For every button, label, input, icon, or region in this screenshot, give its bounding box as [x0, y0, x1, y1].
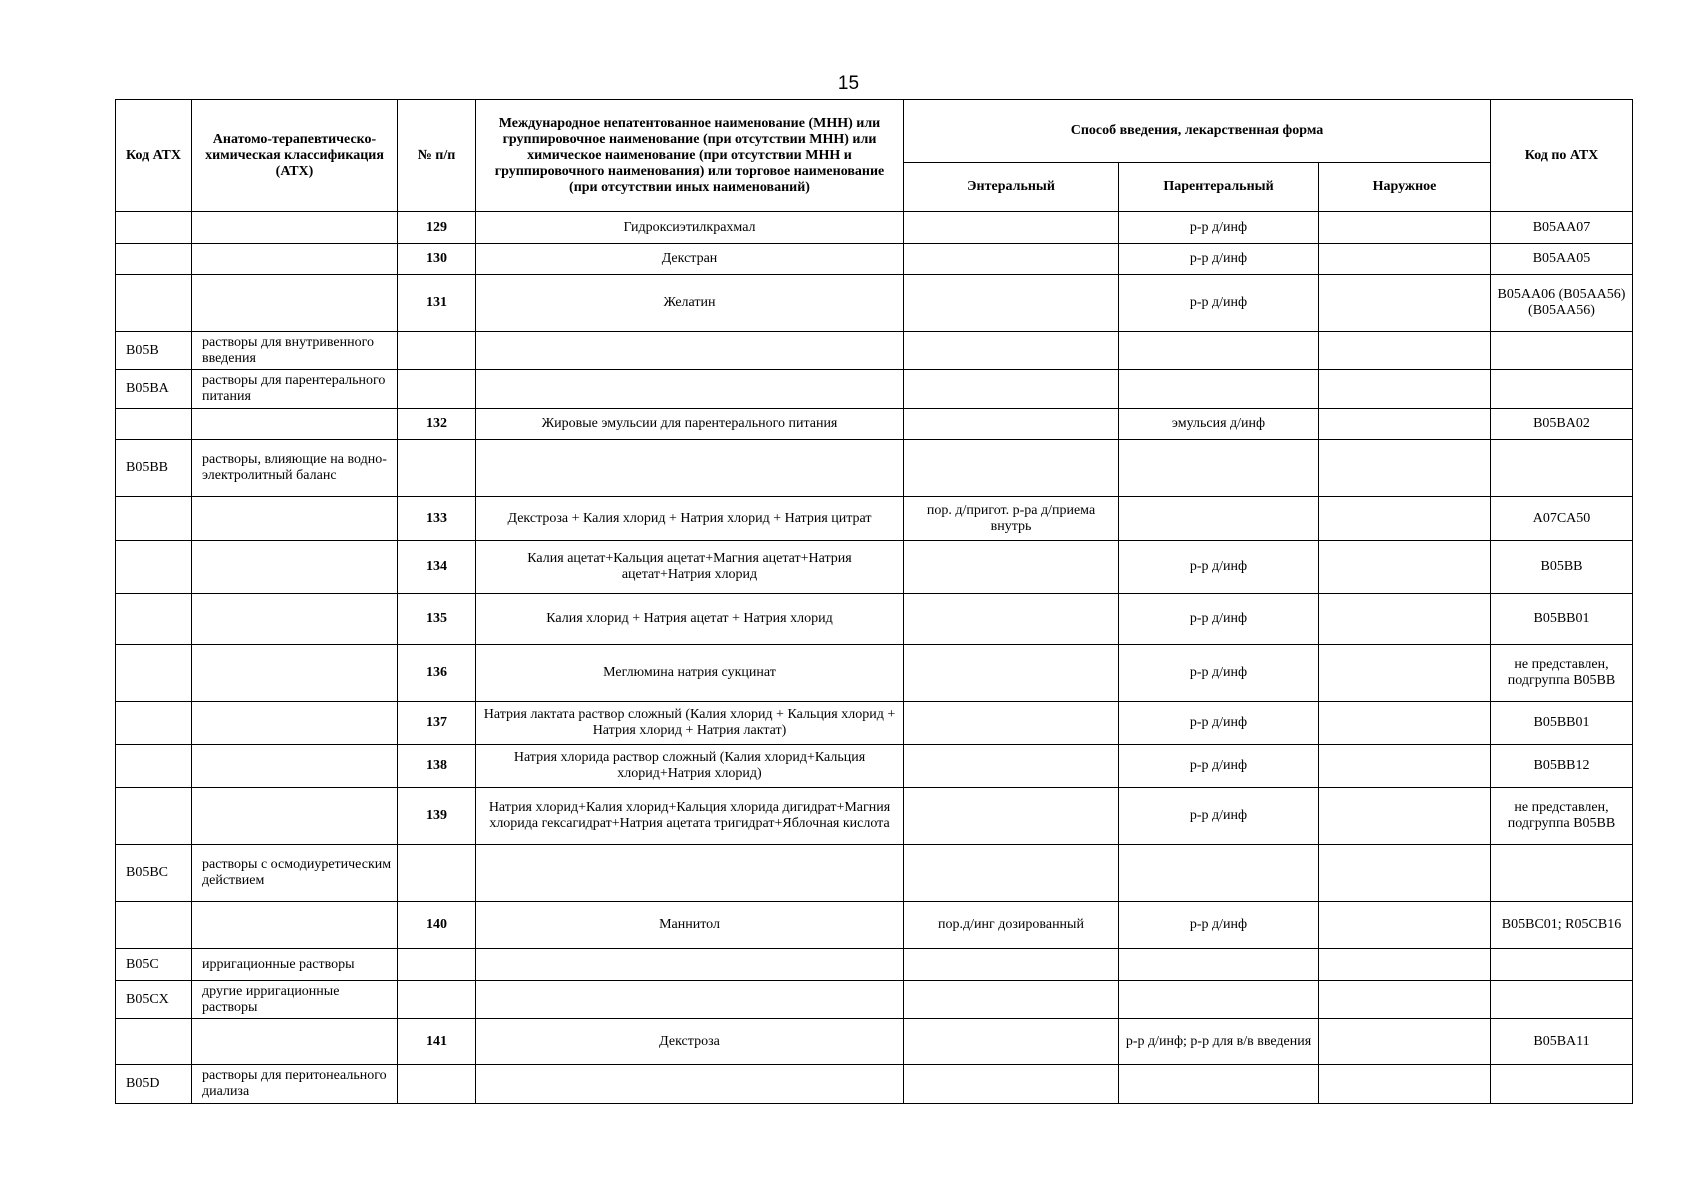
- cell-name: [476, 845, 904, 902]
- cell-atx-code: не представлен, подгруппа B05BB: [1491, 645, 1633, 702]
- cell-enteral: [904, 440, 1119, 497]
- cell-code: [116, 788, 192, 845]
- cell-number: 137: [398, 702, 476, 745]
- cell-atx-code: B05BA02: [1491, 409, 1633, 440]
- cell-code: B05CX: [116, 981, 192, 1019]
- cell-classification: [192, 275, 398, 332]
- cell-classification: другие ирригационные растворы: [192, 981, 398, 1019]
- cell-name: Желатин: [476, 275, 904, 332]
- cell-classification: растворы с осмодиуретическим действием: [192, 845, 398, 902]
- cell-atx-code: [1491, 1065, 1633, 1104]
- cell-parenteral: р-р д/инф: [1119, 702, 1319, 745]
- table-row: [116, 645, 1633, 702]
- table-row: [116, 409, 1633, 440]
- table-body: [116, 212, 1633, 1104]
- cell-number: 132: [398, 409, 476, 440]
- cell-classification: ирригационные растворы: [192, 949, 398, 981]
- table-row: [116, 370, 1633, 409]
- cell-code: [116, 902, 192, 949]
- cell-external: [1319, 541, 1491, 594]
- table-row: [116, 497, 1633, 541]
- cell-classification: [192, 745, 398, 788]
- cell-code: [116, 1019, 192, 1065]
- header-parenteral: Парентеральный: [1119, 163, 1319, 212]
- cell-code: B05BB: [116, 440, 192, 497]
- cell-number: 131: [398, 275, 476, 332]
- cell-external: [1319, 332, 1491, 370]
- cell-enteral: [904, 594, 1119, 645]
- table-row: [116, 902, 1633, 949]
- cell-enteral: [904, 409, 1119, 440]
- cell-external: [1319, 370, 1491, 409]
- cell-enteral: [904, 949, 1119, 981]
- cell-number: 139: [398, 788, 476, 845]
- cell-parenteral: [1119, 1065, 1319, 1104]
- table-row: [116, 244, 1633, 275]
- cell-external: [1319, 788, 1491, 845]
- cell-code: [116, 275, 192, 332]
- cell-external: [1319, 1019, 1491, 1065]
- cell-external: [1319, 645, 1491, 702]
- header-number: № п/п: [398, 100, 476, 212]
- cell-name: Меглюмина натрия сукцинат: [476, 645, 904, 702]
- cell-enteral: [904, 745, 1119, 788]
- cell-atx-code: B05AA07: [1491, 212, 1633, 244]
- cell-name: Калия хлорид + Натрия ацетат + Натрия хлорид: [476, 594, 904, 645]
- cell-parenteral: [1119, 440, 1319, 497]
- cell-parenteral: [1119, 981, 1319, 1019]
- cell-number: 138: [398, 745, 476, 788]
- cell-name: Жировые эмульсии для парентерального питания: [476, 409, 904, 440]
- cell-code: [116, 702, 192, 745]
- table-row: [116, 212, 1633, 244]
- cell-enteral: [904, 212, 1119, 244]
- cell-classification: растворы для перитонеального диализа: [192, 1065, 398, 1104]
- cell-atx-code: B05BB12: [1491, 745, 1633, 788]
- cell-name: [476, 370, 904, 409]
- cell-classification: [192, 541, 398, 594]
- table-row: [116, 541, 1633, 594]
- cell-parenteral: [1119, 370, 1319, 409]
- table-row: [116, 745, 1633, 788]
- cell-atx-code: [1491, 332, 1633, 370]
- cell-parenteral: р-р д/инф; р-р для в/в введения: [1119, 1019, 1319, 1065]
- cell-external: [1319, 244, 1491, 275]
- cell-name: Калия ацетат+Кальция ацетат+Магния ацетат+Натрия ацетат+Натрия хлорид: [476, 541, 904, 594]
- cell-number: [398, 332, 476, 370]
- cell-code: B05BA: [116, 370, 192, 409]
- cell-classification: [192, 1019, 398, 1065]
- cell-enteral: [904, 645, 1119, 702]
- cell-atx-code: B05BB01: [1491, 702, 1633, 745]
- cell-number: 134: [398, 541, 476, 594]
- cell-number: [398, 981, 476, 1019]
- cell-number: 141: [398, 1019, 476, 1065]
- cell-enteral: [904, 788, 1119, 845]
- cell-parenteral: р-р д/инф: [1119, 902, 1319, 949]
- cell-enteral: [904, 1019, 1119, 1065]
- cell-parenteral: эмульсия д/инф: [1119, 409, 1319, 440]
- cell-name: [476, 440, 904, 497]
- cell-name: Маннитол: [476, 902, 904, 949]
- cell-name: Натрия хлорид+Калия хлорид+Кальция хлорида дигидрат+Магния хлорида гексагидрат+Натрия ацетата тригидрат+Яблочная кислота: [476, 788, 904, 845]
- cell-code: [116, 244, 192, 275]
- cell-parenteral: [1119, 845, 1319, 902]
- cell-external: [1319, 212, 1491, 244]
- cell-number: [398, 949, 476, 981]
- cell-parenteral: р-р д/инф: [1119, 594, 1319, 645]
- cell-enteral: [904, 541, 1119, 594]
- cell-atx-code: B05BC01; R05CB16: [1491, 902, 1633, 949]
- cell-enteral: [904, 370, 1119, 409]
- cell-atx-code: не представлен, подгруппа B05BB: [1491, 788, 1633, 845]
- header-atx-code: Код по АТХ: [1491, 100, 1633, 212]
- table-row: [116, 845, 1633, 902]
- cell-enteral: пор.д/инг дозированный: [904, 902, 1119, 949]
- header-code-atx: Код АТХ: [116, 100, 192, 212]
- cell-external: [1319, 275, 1491, 332]
- cell-external: [1319, 902, 1491, 949]
- cell-classification: растворы для парентерального питания: [192, 370, 398, 409]
- cell-parenteral: р-р д/инф: [1119, 541, 1319, 594]
- table-row: [116, 275, 1633, 332]
- cell-number: [398, 440, 476, 497]
- cell-parenteral: р-р д/инф: [1119, 212, 1319, 244]
- cell-enteral: [904, 1065, 1119, 1104]
- cell-classification: растворы, влияющие на водно-электролитный баланс: [192, 440, 398, 497]
- cell-number: 135: [398, 594, 476, 645]
- cell-code: [116, 212, 192, 244]
- cell-parenteral: [1119, 949, 1319, 981]
- cell-code: [116, 645, 192, 702]
- cell-name: [476, 332, 904, 370]
- cell-number: [398, 845, 476, 902]
- cell-external: [1319, 845, 1491, 902]
- cell-enteral: [904, 244, 1119, 275]
- cell-parenteral: [1119, 332, 1319, 370]
- cell-parenteral: [1119, 497, 1319, 541]
- cell-code: [116, 541, 192, 594]
- cell-classification: [192, 244, 398, 275]
- cell-classification: [192, 788, 398, 845]
- cell-number: 129: [398, 212, 476, 244]
- cell-atx-code: B05AA05: [1491, 244, 1633, 275]
- cell-atx-code: B05BB01: [1491, 594, 1633, 645]
- cell-external: [1319, 745, 1491, 788]
- cell-number: 136: [398, 645, 476, 702]
- cell-external: [1319, 409, 1491, 440]
- cell-atx-code: [1491, 949, 1633, 981]
- cell-external: [1319, 949, 1491, 981]
- cell-name: Декстроза: [476, 1019, 904, 1065]
- cell-parenteral: р-р д/инф: [1119, 244, 1319, 275]
- cell-external: [1319, 1065, 1491, 1104]
- header-classification: Анатомо-терапевтическо-химическая классификация (АТХ): [192, 100, 398, 212]
- cell-number: [398, 1065, 476, 1104]
- cell-external: [1319, 981, 1491, 1019]
- cell-enteral: [904, 702, 1119, 745]
- cell-code: B05BC: [116, 845, 192, 902]
- header-external: Наружное: [1319, 163, 1491, 212]
- cell-classification: [192, 645, 398, 702]
- cell-atx-code: [1491, 440, 1633, 497]
- cell-name: Гидроксиэтилкрахмал: [476, 212, 904, 244]
- header-name: Международное непатентованное наименование (МНН) или группировочное наименование (при отсутствии МНН) или химическое наименование (при отсутствии МНН и группировочного наименования) или торговое наименование (при отсутствии иных наименований): [476, 100, 904, 212]
- cell-parenteral: р-р д/инф: [1119, 745, 1319, 788]
- cell-atx-code: B05BA11: [1491, 1019, 1633, 1065]
- table-row: [116, 1019, 1633, 1065]
- cell-name: [476, 1065, 904, 1104]
- cell-code: B05D: [116, 1065, 192, 1104]
- cell-external: [1319, 440, 1491, 497]
- table-row: [116, 788, 1633, 845]
- cell-number: 130: [398, 244, 476, 275]
- header-enteral: Энтеральный: [904, 163, 1119, 212]
- table-row: [116, 1065, 1633, 1104]
- cell-enteral: [904, 981, 1119, 1019]
- cell-code: [116, 594, 192, 645]
- cell-code: [116, 409, 192, 440]
- cell-atx-code: [1491, 981, 1633, 1019]
- cell-classification: [192, 409, 398, 440]
- cell-name: [476, 949, 904, 981]
- cell-code: [116, 745, 192, 788]
- cell-code: B05C: [116, 949, 192, 981]
- cell-classification: [192, 497, 398, 541]
- cell-code: B05B: [116, 332, 192, 370]
- table-row: [116, 440, 1633, 497]
- cell-classification: растворы для внутривенного введения: [192, 332, 398, 370]
- cell-number: 133: [398, 497, 476, 541]
- cell-classification: [192, 594, 398, 645]
- cell-name: [476, 981, 904, 1019]
- cell-classification: [192, 212, 398, 244]
- cell-classification: [192, 902, 398, 949]
- cell-enteral: пор. д/пригот. р-ра д/приема внутрь: [904, 497, 1119, 541]
- cell-atx-code: A07CA50: [1491, 497, 1633, 541]
- cell-name: Декстран: [476, 244, 904, 275]
- table-row: [116, 981, 1633, 1019]
- cell-name: Натрия хлорида раствор сложный (Калия хлорид+Кальция хлорид+Натрия хлорид): [476, 745, 904, 788]
- table-row: [116, 332, 1633, 370]
- drug-table: [115, 99, 1633, 1104]
- cell-parenteral: р-р д/инф: [1119, 645, 1319, 702]
- table-row: [116, 949, 1633, 981]
- cell-parenteral: р-р д/инф: [1119, 275, 1319, 332]
- cell-number: [398, 370, 476, 409]
- cell-external: [1319, 497, 1491, 541]
- cell-atx-code: [1491, 370, 1633, 409]
- cell-external: [1319, 594, 1491, 645]
- cell-name: Натрия лактата раствор сложный (Калия хлорид + Кальция хлорид + Натрия хлорид + Натрия лактат): [476, 702, 904, 745]
- cell-parenteral: р-р д/инф: [1119, 788, 1319, 845]
- cell-atx-code: B05AA06 (B05AA56) (B05AA56): [1491, 275, 1633, 332]
- cell-name: Декстроза + Калия хлорид + Натрия хлорид + Натрия цитрат: [476, 497, 904, 541]
- cell-enteral: [904, 332, 1119, 370]
- cell-enteral: [904, 845, 1119, 902]
- cell-enteral: [904, 275, 1119, 332]
- cell-external: [1319, 702, 1491, 745]
- cell-code: [116, 497, 192, 541]
- cell-atx-code: B05BB: [1491, 541, 1633, 594]
- header-route: Способ введения, лекарственная форма: [904, 100, 1491, 163]
- page-number: 15: [837, 73, 860, 94]
- cell-number: 140: [398, 902, 476, 949]
- table-row: [116, 702, 1633, 745]
- cell-atx-code: [1491, 845, 1633, 902]
- cell-classification: [192, 702, 398, 745]
- table-row: [116, 594, 1633, 645]
